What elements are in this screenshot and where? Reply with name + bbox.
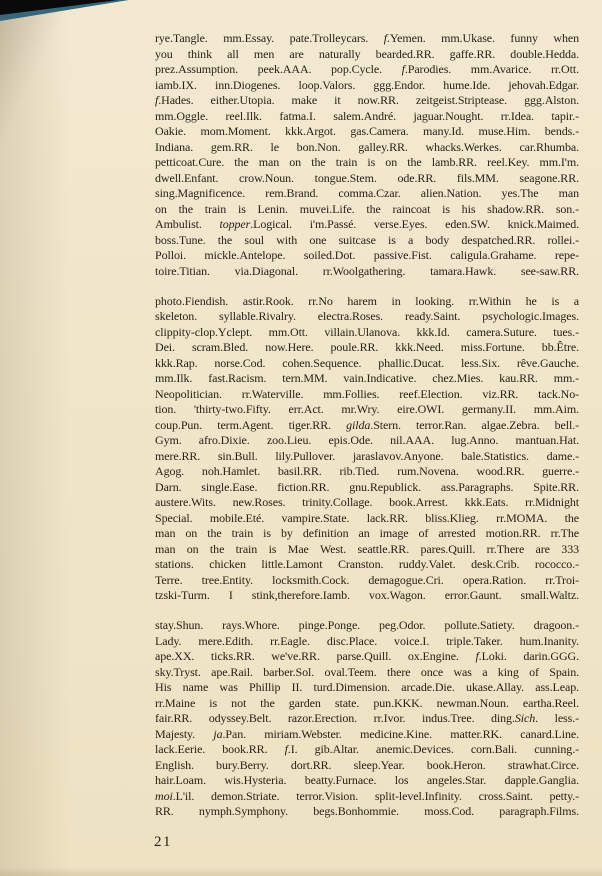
text-line: tzski-Turm. I stink,therefore.Iamb. vox.Wagon. error.Gaunt. small.Waltz. [155,588,579,602]
text-line: toire.Titian. via.Diagonal. rr.Woolgathering. tamara.Hawk. see-saw.RR. [155,263,579,278]
text-line: clippity-clop.Yclept. mm.Ott. villain.Ulanova. kkk.Id. camera.Suture. tues.- [155,324,579,339]
text-line: Oakie. mom.Moment. kkk.Argot. gas.Camera. many.Id. muse.Him. bends.- [155,124,579,138]
text-line: photo.Fiendish. astir.Rook. rr.No harem in looking. rr.Within he is a [155,293,579,308]
italic-word: f [383,31,387,45]
text-line: you think all men are naturally bearded.RR. gaffe.RR. double.Hedda. [155,46,579,61]
page-number: 21 [154,834,172,850]
text-line: on the train is Lenin. muvei.Life. the raincoat is his shadow.RR. son.- [155,201,579,216]
text-line: skeleton. syllable.Rivalry. electra.Roses. ready.Saint. psychologic.Images. [155,309,579,323]
text-line: lack.Eerie. book.RR. f.I. gib.Altar. anemic.Devices. corn.Bali. cunning.- [155,742,579,756]
text-line: stay.Shun. rays.Whore. pinge.Ponge. peg.Odor. pollute.Satiety. dragoon.- [155,618,579,632]
text-line: English. bury.Berry. dort.RR. sleep.Year. book.Heron. strawhat.Circe. [155,757,579,772]
text-line: Terre. tree.Entity. locksmith.Cock. demagogue.Cri. opera.Ration. rr.Troi- [155,572,579,587]
text-line: Dei. scram.Bled. now.Here. poule.RR. kkk.Need. miss.Fortune. bb.Être. [155,340,579,354]
paragraph-3 [155,618,579,820]
text-line: Majesty. ja.Pan. miriam.Webster. medicine.Kine. matter.RK. canard.Line. [155,726,579,741]
text-line: boss.Tune. the soul with one suitcase is a body despatched.RR. rollei.- [155,232,579,247]
italic-word: f [401,62,405,76]
text-line: iamb.IX. inn.Diogenes. loop.Valors. ggg.Endor. hume.Ide. jehovah.Edgar. [155,77,579,92]
text-line: Neopolitician. rr.Waterville. mm.Follies. reef.Election. viz.RR. tack.No- [155,386,579,401]
text-line: dwell.Enfant. crow.Noun. tongue.Stem. ode.RR. fils.MM. seagone.RR. [155,170,579,185]
paragraph-2 [155,294,579,604]
italic-word: Sich [514,711,536,725]
text-line: His name was Phillip II. turd.Dimension. arcade.Die. ukase.Allay. ass.Leap. [155,680,579,694]
text-line: Polloi. mickle.Antelope. soiled.Dot. passive.Fist. caligula.Grahame. repe- [155,248,579,262]
italic-word: moi [155,788,173,803]
text-line: fair.RR. odyssey.Belt. razor.Erection. rr.Ivor. indus.Tree. ding.Sich. less.- [155,711,579,725]
gutter-shadow [0,0,70,876]
text-line: prez.Assumption. peek.AAA. pop.Cycle. f.Parodies. mm.Avarice. rr.Ott. [155,62,579,76]
text-line: Indiana. gem.RR. le bon.Non. galley.RR. whacks.Werkes. car.Rhumba. [155,139,579,154]
text-line: stations. chicken little.Lamont Cranston. ruddy.Valet. desk.Crib. rococco.- [155,557,579,571]
paragraph-1 [155,31,579,279]
italic-word: topper [219,217,251,231]
text-line: RR. nymph.Symphony. begs.Bonhommie. moss.Cod. paragraph.Films. [155,804,579,818]
italic-word: gilda [346,417,371,432]
text-line: man on the train is Mae West. seattle.RR. pares.Quill. rr.There are 333 [155,541,579,556]
text-line: Gym. afro.Dixie. zoo.Lieu. epis.Ode. nil.AAA. lug.Anno. mantuan.Hat. [155,433,579,447]
text-line: ape.XX. ticks.RR. we've.RR. parse.Quill. ox.Engine. f.Loki. darin.GGG. [155,649,579,663]
text-line: man on the train is by definition an image of arrested motion.RR. rr.The [155,526,579,540]
text-line: rye.Tangle. mm.Essay. pate.Trolleycars. f.Yemen. mm.Ukase. funny when [155,31,579,45]
text-line: sky.Tryst. ape.Rail. barber.Sol. oval.Teem. there once was a king of Spain. [155,664,579,679]
text-line: hair.Loam. wis.Hysteria. beatty.Furnace. los angeles.Star. dapple.Ganglia. [155,773,579,787]
text-line: austere.Wits. new.Roses. trinity.Collage. book.Arrest. kkk.Eats. rr.Midnight [155,495,579,509]
text-line: mm.Ilk. fast.Racism. tern.MM. vain.Indicative. chez.Mies. kau.RR. mm.- [155,371,579,385]
text-line: tion. 'thirty-two.Fifty. err.Act. mr.Wry. eire.OWI. germany.II. mm.Aim. [155,402,579,416]
italic-word: f [475,649,479,663]
text-line: mere.RR. sin.Bull. lily.Pullover. jaraslavov.Anyone. bale.Statistics. dame.- [155,448,579,463]
italic-word: f [284,742,288,756]
italic-word: f [155,93,159,107]
text-line: moi.L'il. demon.Striate. terror.Vision. split-level.Infinity. cross.Saint. petty.- [155,788,579,803]
text-line: Lady. mere.Edith. rr.Eagle. disc.Place. voice.I. triple.Taker. hum.Inanity. [155,633,579,648]
text-line: f.Hades. either.Utopia. make it now.RR. zeitgeist.Striptease. ggg.Alston. [155,93,579,107]
text-line: rr.Maine is not the garden state. pun.KKK. newman.Noun. eartha.Reel. [155,695,579,710]
text-line: Ambulist. topper.Logical. i'm.Passé. verse.Eyes. eden.SW. knick.Maimed. [155,217,579,231]
text-line: Special. mobile.Eté. vampire.State. lack.RR. bliss.Klieg. rr.MOMA. the [155,510,579,525]
text-line: mm.Oggle. reel.Ilk. fatma.I. salem.André. jaguar.Nought. rr.Idea. tapir.- [155,108,579,123]
text-line: Agog. noh.Hamlet. basil.RR. rib.Tied. rum.Novena. wood.RR. guerre.- [155,464,579,478]
text-line: coup.Pun. term.Agent. tiger.RR. gilda.Stern. terror.Ran. algae.Zebra. bell.- [155,417,579,432]
text-line: sing.Magnificence. rem.Brand. comma.Czar. alien.Nation. yes.The man [155,186,579,200]
text-line: petticoat.Cure. the man on the train is on the lamb.RR. reel.Key. mm.I'm. [155,155,579,169]
italic-word: ja [213,726,223,741]
text-line: Darn. single.Ease. fiction.RR. gnu.Republick. ass.Paragraphs. Spite.RR. [155,479,579,494]
text-line: kkk.Rap. norse.Cod. cohen.Sequence. phallic.Ducat. less.Six. rêve.Gauche. [155,355,579,370]
page-text [155,31,579,820]
